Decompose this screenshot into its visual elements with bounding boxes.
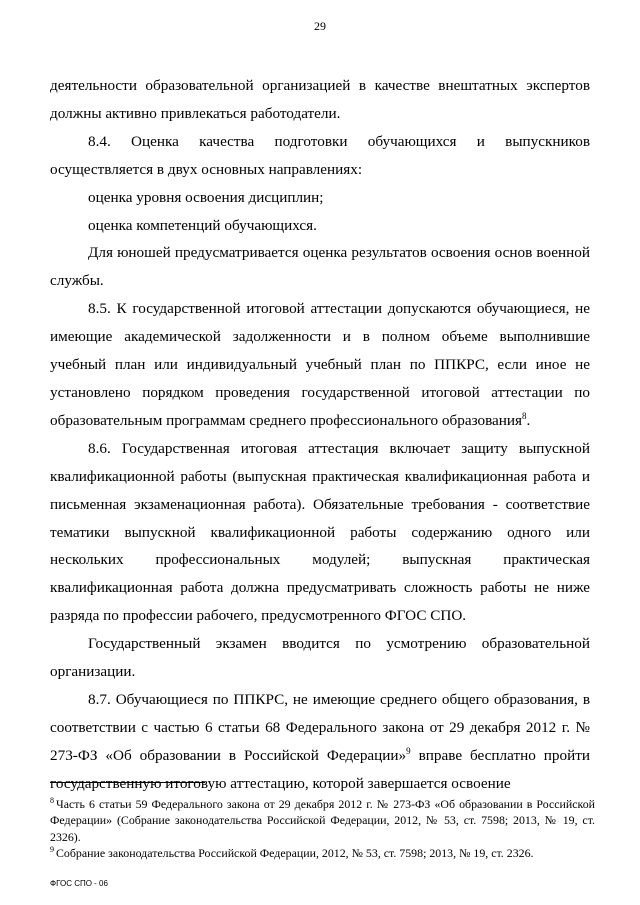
page-number: 29 <box>314 19 326 33</box>
paragraph: оценка уровня освоения дисциплин; <box>88 188 324 206</box>
paragraph: 8.7. Обучающиеся по ППКРС, не имеющие среднего общего образования, в соответствии с частью 6 статьи 68 Федерального закона от 29 декабря 2012 г. № 273-ФЗ «Об образовании в Российской Федерации»$^9$ вправе бесплатно пройти государственную итоговую аттестацию, которой завершается освоение <box>50 690 590 792</box>
footnotes <box>50 796 595 862</box>
paragraph: 8.6. Государственная итоговая аттестация включает защиту выпускной квалификационной работы (выпускная практическая квалификационная работа и письменная экзаменационная работа). Обязательные требования - соответствие тематики выпускной квалификационной работы содержанию одного или нескольких профессиональных модулей; выпускная практическая квалификационная работа должна предусматривать сложность работы не ниже разряда по профессии рабочего, предусмотренного ФГОС СПО. <box>50 439 590 625</box>
paragraph: Для юношей предусматривается оценка результатов освоения основ военной службы. <box>50 244 590 290</box>
paragraph: деятельности образовательной организацией в качестве внештатных экспертов должны активно привлекаться работодатели. <box>50 77 590 122</box>
footnote-mark: 9 <box>50 845 54 855</box>
footnote-ref: 8 <box>522 410 527 421</box>
footnote-separator <box>50 782 205 783</box>
footnote-mark: 8 <box>50 796 54 805</box>
paragraph: 8.5. К государственной итоговой аттестации допускаются обучающиеся, не имеющие академической задолженности и в полном объеме выполнившие учебный план или индивидуальный учебный план по ППКРС, если иное не установлено порядком проведения государственной итоговой аттестации по образовательным программам среднего профессионального образования$^8$. <box>50 300 590 429</box>
document-code: ФГОС СПО - 06 <box>50 879 108 888</box>
footnote-ref: 9 <box>406 745 411 756</box>
paragraph: оценка компетенций обучающихся. <box>88 216 317 234</box>
document-body <box>50 72 590 798</box>
footnote: $^9$ Собрание законодательства Российской Федерации, 2012, № 53, ст. 7598; 2013, № 19, ст. 2326. <box>50 845 534 861</box>
paragraph: 8.4. Оценка качества подготовки обучающихся и выпускников осуществляется в двух основных направлениях: <box>50 132 590 178</box>
paragraph: Государственный экзамен вводится по усмотрению образовательной организации. <box>50 635 590 681</box>
footnote: $^8$ Часть 6 статьи 59 Федерального закона от 29 декабря 2012 г. № 273-ФЗ «Об образовании в Российской Федерации» (Собрание законодательства Российской Федерации, 2012, № 53, ст. 7598; 2013, № 19, ст. 2326). <box>50 796 595 844</box>
